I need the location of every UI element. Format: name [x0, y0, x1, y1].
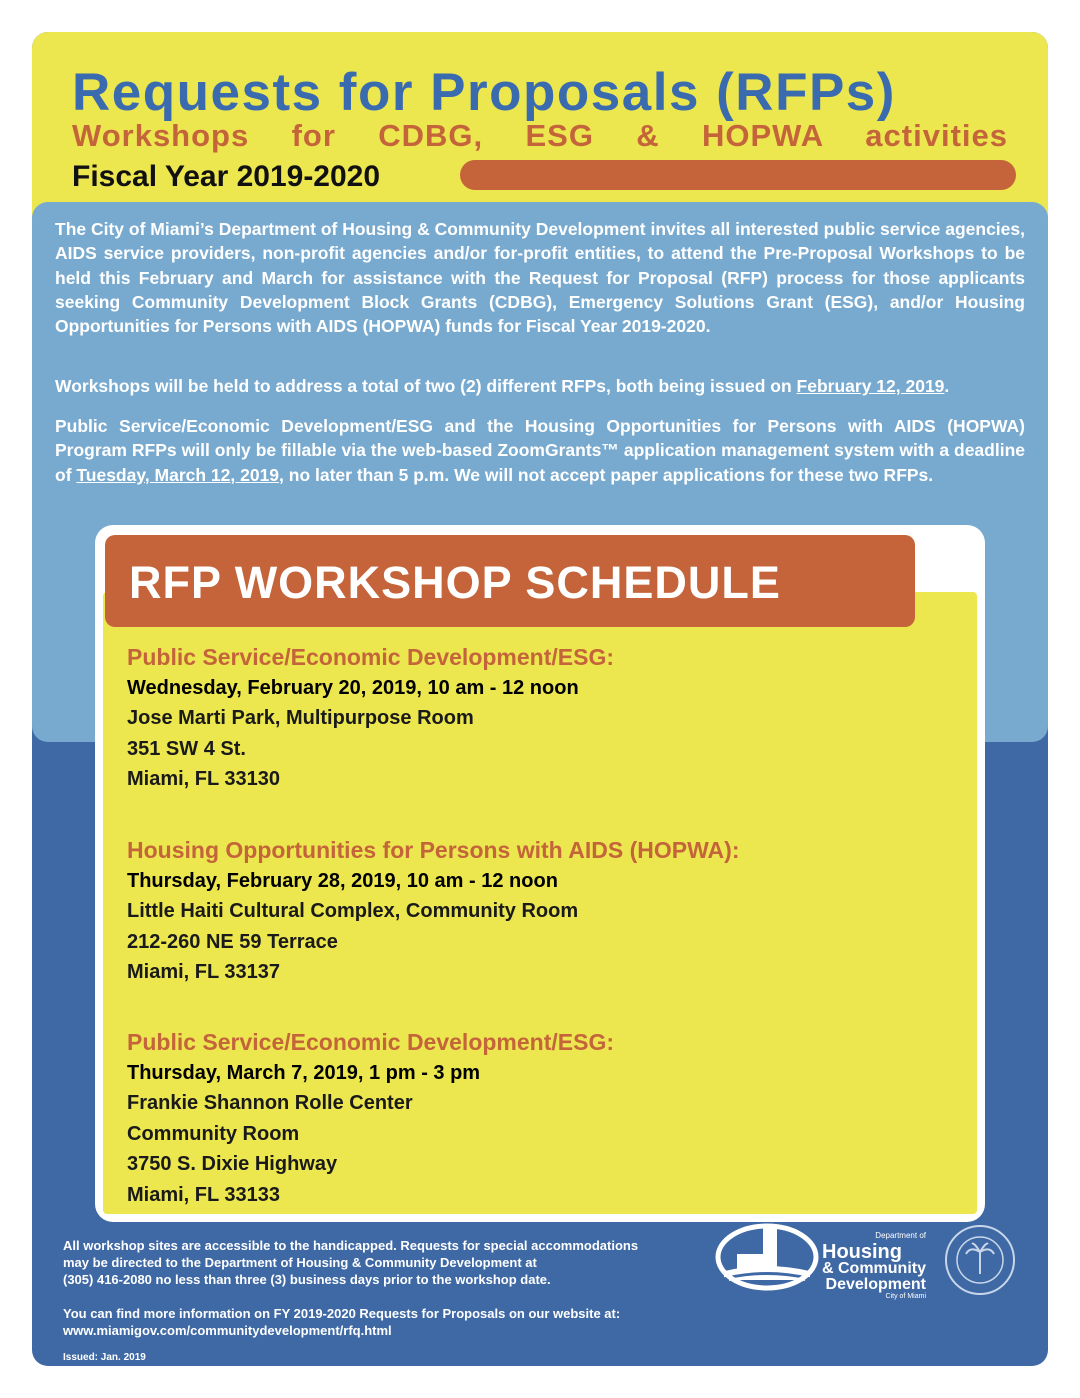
- event-city: Miami, FL 33130: [127, 768, 281, 790]
- accessibility-note: All workshop sites are accessible to the handicapped. Requests for special accommodations: [63, 1238, 639, 1253]
- event-address: 212-260 NE 59 Terrace: [127, 930, 338, 953]
- event-room: Community Room: [127, 1122, 300, 1145]
- info-note: You can find more information on FY 2019-2020 Requests for Proposals on our website at:: [63, 1306, 621, 1321]
- accessibility-note: may be directed to the Department of Housing & Community Development at: [63, 1255, 537, 1270]
- department-logo-text: [822, 1228, 926, 1301]
- housing-logo-icon: [715, 1222, 819, 1292]
- event-city: Miami, FL 33133: [127, 1183, 281, 1206]
- event-heading: Housing Opportunities for Persons with AIDS (HOPWA):: [127, 837, 740, 863]
- logo-line: Housing: [822, 1241, 902, 1263]
- accessibility-note: (305) 416-2080 no less than three (3) business days prior to the workshop date.: [63, 1272, 551, 1287]
- issued-date: Issued: Jan. 2019: [63, 1352, 146, 1363]
- workshop-event: [127, 835, 739, 988]
- header: [32, 32, 1048, 222]
- logo-line: Development: [825, 1276, 926, 1293]
- event-heading: Public Service/Economic Development/ESG:: [127, 1029, 614, 1055]
- fiscal-year: Fiscal Year 2019-2020: [72, 160, 381, 193]
- event-location: Frankie Shannon Rolle Center: [127, 1092, 413, 1114]
- deadline-time: , no later than 5 p.m.: [279, 464, 450, 485]
- decorative-bar: [460, 160, 1016, 190]
- flyer: [32, 32, 1048, 1366]
- event-city: Miami, FL 33137: [127, 961, 281, 983]
- website-link[interactable]: www.miamigov.com/communitydevelopment/rfq.html: [63, 1323, 392, 1338]
- text: .: [944, 376, 950, 396]
- footer: [63, 1237, 638, 1366]
- city-seal-icon: [944, 1224, 1016, 1296]
- issue-date: February 12, 2019: [796, 376, 945, 396]
- deadline-date: Tuesday, March 12, 2019: [76, 464, 280, 485]
- event-address: 351 SW 4 St.: [127, 737, 246, 760]
- text: Public Service/Economic Development/ESG and the Housing Opportunities for Persons with AIDS (HOPWA) Program RFPs will only be fillable via the web-based ZoomGrants™ application management system with a deadline of: [55, 416, 1025, 485]
- logo-line: City of Miami: [885, 1293, 926, 1300]
- logo-line: & Community: [822, 1260, 926, 1277]
- rfp-issue-paragraph: [55, 374, 1025, 398]
- subtitle: Workshops for CDBG, ESG & HOPWA activities: [72, 118, 1008, 153]
- event-address: 3750 S. Dixie Highway: [127, 1153, 338, 1175]
- logo-line: Department of: [875, 1231, 926, 1240]
- page-title: Requests for Proposals (RFPs): [72, 63, 896, 122]
- text: Workshops will be held to address a total of two (2) different RFPs, both being issued on: [55, 376, 797, 396]
- event-date: Thursday, March 7, 2019, 1 pm - 3 pm: [127, 1061, 481, 1084]
- event-date: Wednesday, February 20, 2019, 10 am - 12 noon: [127, 676, 579, 699]
- deadline-paragraph: [55, 414, 1025, 487]
- event-location: Jose Marti Park, Multipurpose Room: [127, 707, 474, 729]
- schedule-title: RFP WORKSHOP SCHEDULE: [105, 535, 915, 627]
- workshop-event: [127, 1027, 614, 1210]
- event-heading: Public Service/Economic Development/ESG:: [127, 644, 614, 670]
- event-location: Little Haiti Cultural Complex, Community Room: [127, 900, 579, 922]
- event-date: Thursday, February 28, 2019, 10 am - 12 noon: [127, 869, 558, 892]
- workshop-event: [127, 642, 614, 795]
- text: We will not accept paper applications for these two RFPs.: [449, 464, 934, 485]
- intro-paragraph: The City of Miami’s Department of Housing & Community Development invites all interested public service agencies, AIDS service providers, non-profit agencies and/or for-profit entities, to attend the Pre-Proposal Workshops to be held this February and March for assistance with the Request for Proposal (RFP) process for those applicants seeking Community Development Block Grants (CDBG), Emergency Solutions Grant (ESG), and/or Housing Opportunities for Persons with AIDS (HOPWA) funds for Fiscal Year 2019-2020.: [55, 219, 1025, 337]
